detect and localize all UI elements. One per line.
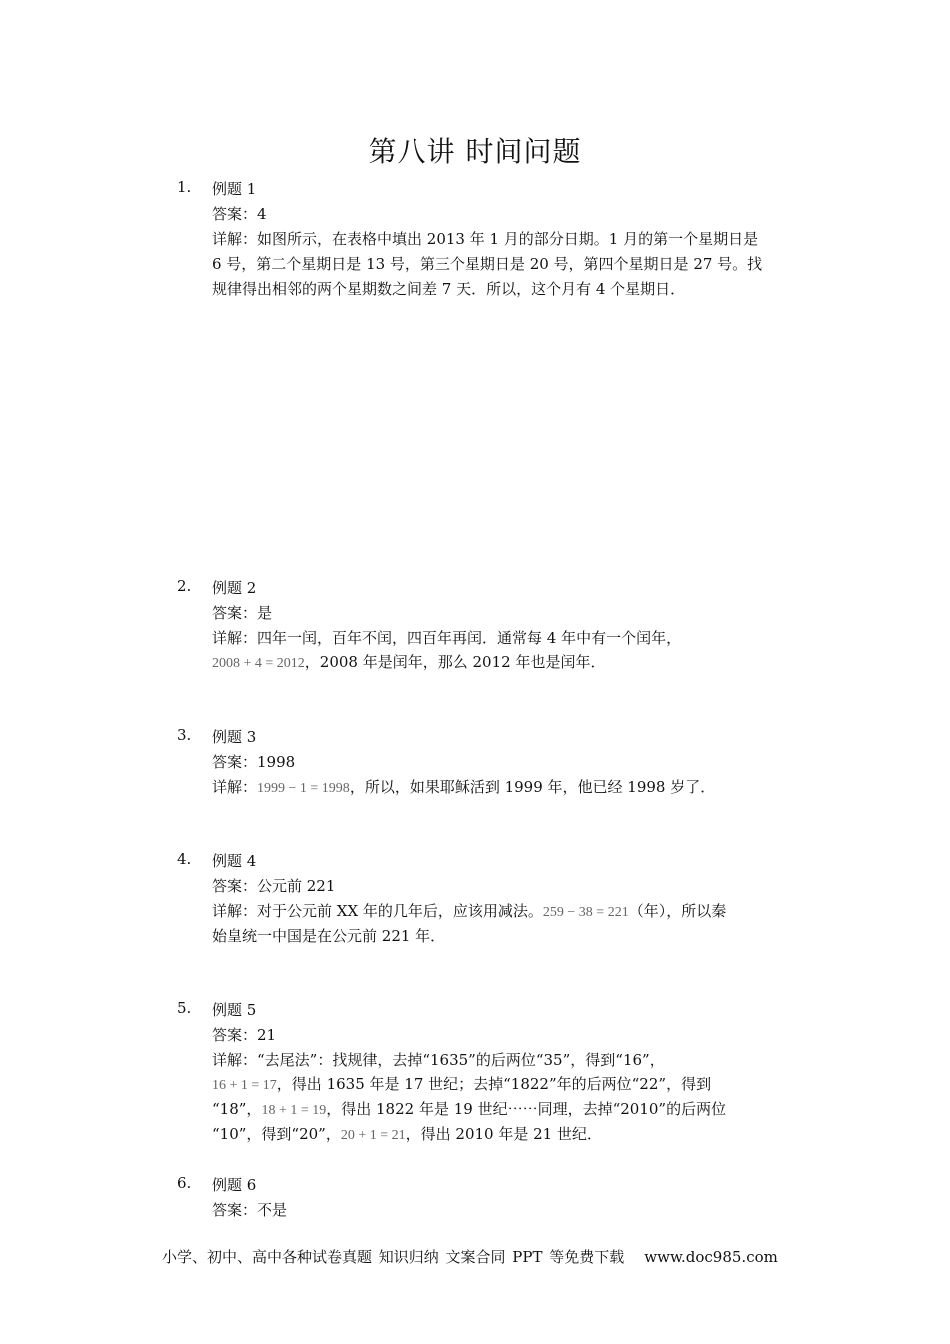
item-answer: 答案：公元前 221 xyxy=(212,877,336,895)
equation: 20 + 1 = 21 xyxy=(340,1128,406,1143)
item-heading: 例题 3 xyxy=(212,728,257,746)
item-detail-text: ，得出 1822 年是 19 世纪⋯⋯同理，去掉“2010”的后两位 xyxy=(326,1100,727,1118)
item-detail-line xyxy=(212,776,715,797)
footer-site-link[interactable]: www.doc985.com xyxy=(644,1248,778,1266)
item-detail-line xyxy=(212,1098,726,1119)
item-detail-text: ，得出 2010 年是 21 世纪． xyxy=(405,1125,602,1143)
item-heading: 例题 4 xyxy=(212,852,257,870)
item-detail-line: 6 号，第二个星期日是 13 号，第三个星期日是 20 号，第四个星期日是 27 号。找 xyxy=(212,255,763,273)
item-number: 1. xyxy=(177,178,192,196)
equation: 18 + 1 = 19 xyxy=(261,1103,327,1118)
item-heading: 例题 6 xyxy=(212,1176,257,1194)
equation: 259 − 38 = 221 xyxy=(542,905,629,920)
item-number: 3. xyxy=(177,726,192,744)
equation: 16 + 1 = 17 xyxy=(212,1078,277,1093)
item-heading: 例题 1 xyxy=(212,180,257,198)
item-detail-text: 详解：对于公元前 XX 年的几年后，应该用减法。 xyxy=(212,902,543,920)
item-detail-text: 详解： xyxy=(212,778,258,796)
item-detail-text: ，2008 年是闰年，那么 2012 年也是闰年． xyxy=(304,653,606,671)
item-detail-line: 规律得出相邻的两个星期数之间差 7 天．所以，这个月有 4 个星期日． xyxy=(212,280,686,298)
item-detail-line: 详解：四年一闰，百年不闰，四百年再闰．通常每 4 年中有一个闰年， xyxy=(212,629,682,647)
page-footer xyxy=(162,1246,778,1267)
item-answer: 答案：4 xyxy=(212,205,267,223)
item-number: 2. xyxy=(177,577,192,595)
item-detail-line: 详解：如图所示，在表格中填出 2013 年 1 月的部分日期。1 月的第一个星期日是 xyxy=(212,230,759,248)
item-detail-line xyxy=(212,900,726,921)
equation: 1999 − 1 = 1998 xyxy=(257,781,350,796)
item-number: 6. xyxy=(177,1174,192,1192)
item-answer: 答案：不是 xyxy=(212,1201,288,1219)
equation: 2008 + 4 = 2012 xyxy=(212,656,305,671)
item-answer: 答案：21 xyxy=(212,1026,277,1044)
page-title: 第八讲 时间问题 xyxy=(368,135,582,168)
item-detail-text: ，所以，如果耶稣活到 1999 年，他已经 1998 岁了． xyxy=(349,778,716,796)
item-heading: 例题 2 xyxy=(212,579,257,597)
item-heading: 例题 5 xyxy=(212,1001,257,1019)
item-detail-line xyxy=(212,1123,602,1144)
item-detail-line xyxy=(212,1073,711,1094)
footer-text: 小学、初中、高中各种试卷真题 知识归纳 文案合同 PPT 等免费下载 xyxy=(162,1248,625,1266)
item-detail-text: （年），所以秦 xyxy=(628,902,727,920)
item-number: 4. xyxy=(177,850,192,868)
item-detail-text: “10”，得到“20”， xyxy=(212,1125,341,1143)
item-detail-line: 始皇统一中国是在公元前 221 年． xyxy=(212,927,446,945)
item-answer: 答案：是 xyxy=(212,604,273,622)
item-detail-line: 详解：“去尾法”：找规律，去掉“1635”的后两位“35”，得到“16”， xyxy=(212,1051,665,1069)
item-detail-text: “18”， xyxy=(212,1100,262,1118)
item-detail-text: ，得出 1635 年是 17 世纪；去掉“1822”年的后两位“22”，得到 xyxy=(276,1075,712,1093)
item-answer: 答案：1998 xyxy=(212,753,296,771)
item-detail-line xyxy=(212,651,605,672)
item-number: 5. xyxy=(177,999,192,1017)
